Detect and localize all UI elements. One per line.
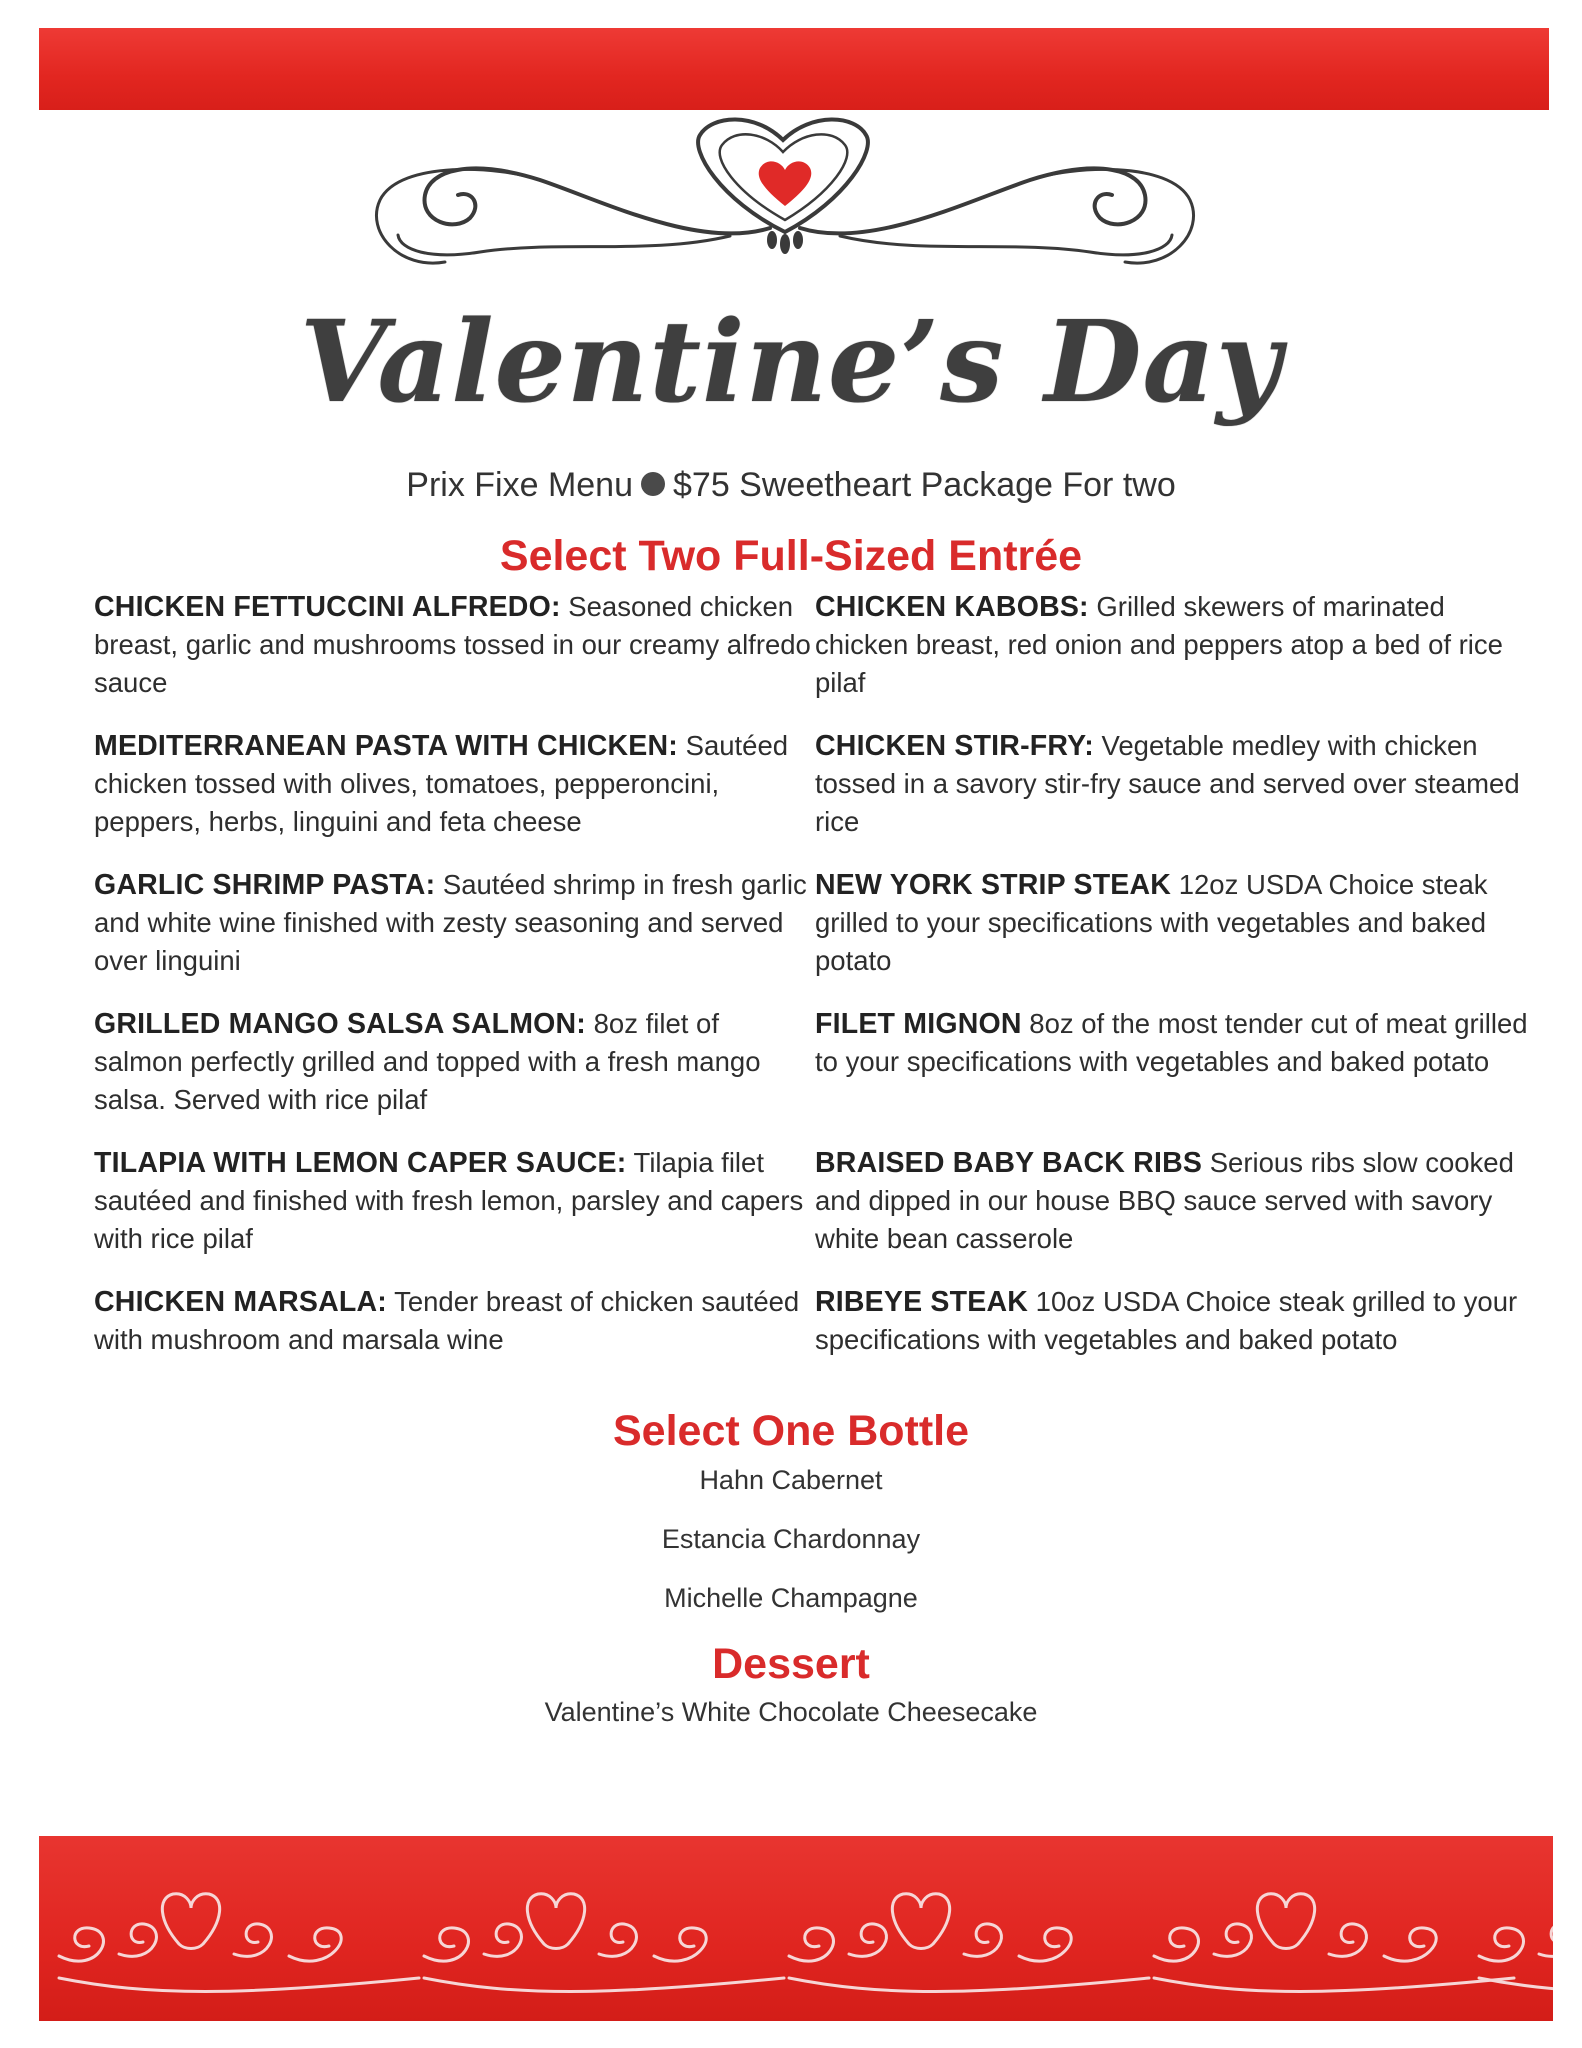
entree-item — [94, 1005, 814, 1144]
entree-item — [94, 1144, 814, 1283]
entree-desc: 8oz filet of salmon perfectly grilled and topped with a fresh mango salsa. Served with rice pilaf — [94, 1008, 761, 1115]
entree-item — [94, 1283, 814, 1422]
dessert-heading: Dessert — [712, 1640, 870, 1688]
entree-desc: Serious ribs slow cooked and dipped in our house BBQ sauce served with savory white bean casserole — [815, 1147, 1514, 1254]
entree-desc: 8oz of the most tender cut of meat grilled to your specifications with vegetables and baked potato — [815, 1008, 1528, 1077]
bottle-heading: Select One Bottle — [612, 1407, 970, 1455]
red-heart-icon — [759, 161, 812, 206]
entree-name: GRILLED MANGO SALSA SALMON: — [94, 1008, 586, 1040]
entree-desc: 10oz USDA Choice steak grilled to your specifications with vegetables and baked potato — [815, 1286, 1518, 1355]
entree-item — [94, 866, 814, 1005]
subtitle-prix-fixe: Prix Fixe Menu — [406, 466, 633, 504]
heart-scroll-ornament — [0, 0, 1582, 330]
subtitle-package: $75 Sweetheart Package For two — [673, 466, 1176, 504]
entree-item — [815, 1005, 1535, 1144]
entree-item — [815, 1283, 1535, 1422]
menu-subtitle — [0, 460, 1582, 510]
entree-name: BRAISED BABY BACK RIBS — [815, 1147, 1203, 1179]
entree-item — [94, 727, 814, 866]
entree-name: CHICKEN FETTUCCINI ALFREDO: — [94, 591, 561, 623]
entrees-heading: Select Two Full-Sized Entrée — [499, 532, 1083, 580]
entree-desc: 12oz USDA Choice steak grilled to your specifications with vegetables and baked potato — [815, 869, 1488, 976]
bullet-dot-icon — [641, 472, 665, 496]
page-title: Valentine’s Day — [299, 297, 1283, 428]
heart-swirl-border — [39, 1836, 1553, 2021]
entree-name: NEW YORK STRIP STEAK — [815, 869, 1172, 901]
entree-desc: Tilapia filet sautéed and finished with fresh lemon, parsley and capers with rice pilaf — [94, 1147, 804, 1254]
entree-name: CHICKEN KABOBS: — [815, 591, 1089, 623]
entree-name: FILET MIGNON — [815, 1008, 1022, 1040]
entree-desc: Grilled skewers of marinated chicken breast, red onion and peppers atop a bed of rice pilaf — [815, 591, 1503, 698]
dessert-item: Valentine’s White Chocolate Cheesecake — [544, 1697, 1038, 1727]
entree-name: RIBEYE STEAK — [815, 1286, 1029, 1318]
entree-name: GARLIC SHRIMP PASTA: — [94, 869, 436, 901]
entree-item — [815, 866, 1535, 1005]
entree-desc: Sautéed shrimp in fresh garlic and white wine finished with zesty seasoning and served over linguini — [94, 869, 807, 976]
entree-desc: Seasoned chicken breast, garlic and mushrooms tossed in our creamy alfredo sauce — [94, 591, 811, 698]
entree-desc: Vegetable medley with chicken tossed in a savory stir-fry sauce and served over steamed rice — [815, 730, 1520, 837]
entree-desc: Tender breast of chicken sautéed with mushroom and marsala wine — [94, 1286, 800, 1355]
entrees-right-column — [815, 588, 1535, 1422]
entree-desc: Sautéed chicken tossed with olives, tomatoes, pepperoncini, peppers, herbs, linguini and feta cheese — [94, 730, 789, 837]
entree-name: CHICKEN STIR-FRY: — [815, 730, 1094, 762]
entree-item — [815, 727, 1535, 866]
entree-name: MEDITERRANEAN PASTA WITH CHICKEN: — [94, 730, 678, 762]
entrees-left-column — [94, 588, 814, 1422]
bottle-item: Estancia Chardonnay — [661, 1524, 921, 1554]
entree-name: TILAPIA WITH LEMON CAPER SAUCE: — [94, 1147, 627, 1179]
entree-item — [94, 588, 814, 727]
entree-name: CHICKEN MARSALA: — [94, 1286, 387, 1318]
bottom-red-band — [39, 1836, 1553, 2021]
entree-item — [815, 588, 1535, 727]
bottle-item: Michelle Champagne — [664, 1583, 918, 1613]
bottle-item: Hahn Cabernet — [699, 1465, 883, 1495]
entree-item — [815, 1144, 1535, 1283]
